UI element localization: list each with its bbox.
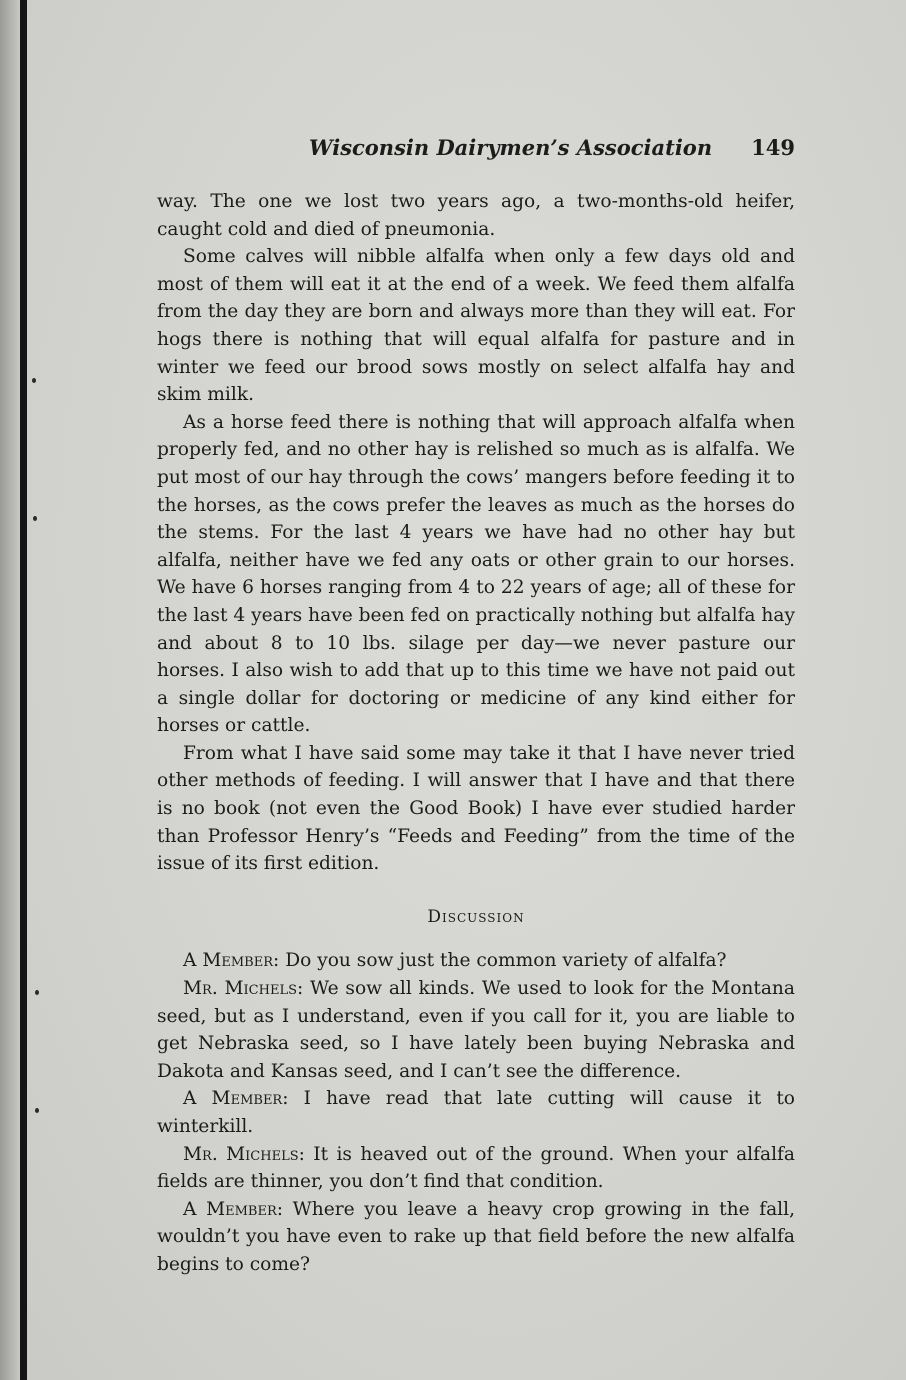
text-block bbox=[157, 188, 795, 1279]
margin-dot bbox=[33, 516, 37, 521]
speaker-label: Mr. Michels: bbox=[183, 1143, 305, 1165]
dialogue-entry bbox=[157, 947, 795, 975]
running-title: Wisconsin Dairymen’s Association bbox=[309, 135, 713, 160]
margin-dot bbox=[35, 1108, 39, 1113]
book-page bbox=[157, 0, 795, 1380]
speaker-label: A Member: bbox=[183, 1088, 289, 1110]
section-heading: Discussion bbox=[427, 906, 525, 927]
speaker-label: Mr. Michels: bbox=[183, 978, 304, 1000]
paragraph: As a horse feed there is nothing that will approach alfalfa when properly fed, and no other hay is relished so much as is alfalfa. We put most of our hay through the cows’ mangers before feeding it to the horses, as the cows prefer the leaves as much as the horses do the stems. For the last 4 years we have had no other hay but alfalfa, neither have we fed any oats or other grain to our horses. We have 6 horses ranging from 4 to 22 years of age; all of these for the last 4 years have been fed on practically nothing but alfalfa hay and about 8 to 10 lbs. silage per day—we never pasture our horses. I also wish to add that up to this time we have not paid out a single dollar for doctoring or medicine of any kind either for horses or cattle. bbox=[157, 411, 795, 737]
binding-edge bbox=[20, 0, 27, 1380]
paragraph: From what I have said some may take it that I have never tried other methods of feeding. I will answer that I have and that there is no book (not even the Good Book) I have ever studied harder than Professor Henry’s “Feeds and Feeding” from the time of the issue of its first edition. bbox=[157, 742, 795, 875]
margin-dot bbox=[32, 378, 36, 383]
speaker-label: A Member: bbox=[183, 1198, 283, 1220]
dialogue-entry bbox=[157, 975, 795, 1085]
dialogue-text: I have read that late cutting will cause it to winterkill. bbox=[157, 1088, 795, 1137]
running-head bbox=[157, 135, 795, 165]
paragraph: Some calves will nibble alfalfa when only a few days old and most of them will eat it at the end of a week. We feed them alfalfa from the day they are born and always more than they will eat. For hogs there is nothing that will equal alfalfa for pasture and in winter we feed our brood sows mostly on select alfalfa hay and skim milk. bbox=[157, 246, 795, 406]
page-number: 149 bbox=[751, 135, 795, 160]
speaker-label: A Member: bbox=[183, 950, 280, 972]
dialogue-entry bbox=[157, 1141, 795, 1196]
binding-shadow bbox=[0, 0, 20, 1380]
dialogue-entry bbox=[157, 1196, 795, 1279]
dialogue-entry bbox=[157, 1085, 795, 1140]
dialogue-text: We sow all kinds. We used to look for the Montana seed, but as I understand, even if you call for it, you are liable to get Nebraska seed, so I have lately been buying Nebraska and Dakota and Kansas seed, and I can’t see the difference. bbox=[157, 978, 795, 1082]
dialogue-text: Where you leave a heavy crop growing in the fall, wouldn’t you have even to rake up that field before the new alfalfa begins to come? bbox=[157, 1198, 795, 1275]
dialogue-text: Do you sow just the common variety of alfalfa? bbox=[279, 950, 727, 972]
paragraph: way. The one we lost two years ago, a two-months-old heifer, caught cold and died of pneumonia. bbox=[157, 191, 795, 240]
dialogue-text: It is heaved out of the ground. When your alfalfa fields are thinner, you don’t find that condition. bbox=[157, 1143, 796, 1193]
margin-dot bbox=[35, 990, 39, 995]
